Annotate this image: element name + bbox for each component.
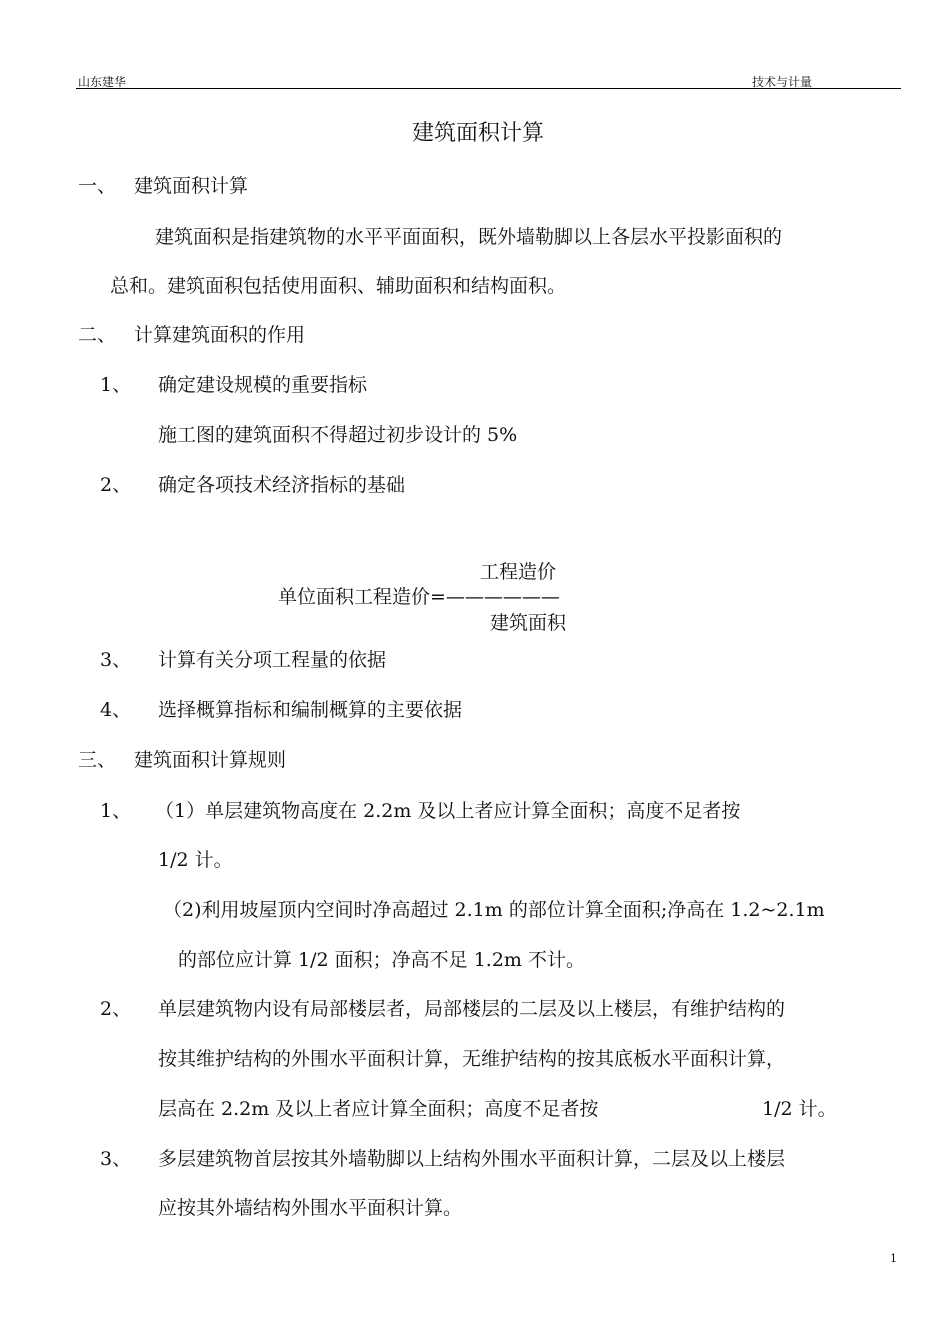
section3-heading: 建筑面积计算规则 [134, 749, 287, 771]
section2-item1-note: 施工图的建筑面积不得超过初步设计的 5% [158, 424, 518, 446]
rule3-line2: 应按其外墙结构外围水平面积计算。 [158, 1197, 463, 1219]
rule1-line2: 1/2 计。 [158, 849, 233, 871]
rule1-line3: （2)利用坡屋顶内空间时净高超过 2.1m 的部位计算全面积;净高在 1.2~2.1m [163, 899, 825, 921]
formula-lhs: 单位面积工程造价=—————— [278, 586, 560, 608]
section2-item4-text: 选择概算指标和编制概算的主要依据 [158, 699, 463, 721]
rule2-line3a: 层高在 2.2m 及以上者应计算全面积；高度不足者按 [158, 1098, 599, 1120]
rule1-line4: 的部位应计算 1/2 面积；净高不足 1.2m 不计。 [178, 949, 585, 971]
page-number: 1 [890, 1252, 897, 1265]
header-right: 技术与计量 [752, 75, 813, 89]
rule3-line1: 多层建筑物首层按其外墙勒脚以上结构外围水平面积计算，二层及以上楼层 [158, 1148, 786, 1170]
rule2-line2: 按其维护结构的外围水平面积计算，无维护结构的按其底板水平面积计算， [158, 1048, 786, 1070]
section2-number: 二、 [78, 324, 117, 346]
section1-paragraph-line2: 总和。建筑面积包括使用面积、辅助面积和结构面积。 [110, 275, 567, 297]
section2-item2-number: 2、 [100, 474, 132, 496]
section2-item2-text: 确定各项技术经济指标的基础 [158, 474, 406, 496]
page-title: 建筑面积计算 [412, 121, 545, 146]
section1-paragraph-line1: 建筑面积是指建筑物的水平平面面积，既外墙勒脚以上各层水平投影面积的 [155, 226, 783, 248]
rule2-number: 2、 [100, 998, 132, 1020]
rule3-number: 3、 [100, 1148, 132, 1170]
rule2-line1: 单层建筑物内设有局部楼层者，局部楼层的二层及以上楼层，有维护结构的 [158, 998, 786, 1020]
section2-item1-number: 1、 [100, 374, 132, 396]
header-rule [76, 88, 901, 89]
formula-numerator: 工程造价 [480, 561, 557, 583]
section1-number: 一、 [78, 175, 117, 197]
formula-denominator: 建筑面积 [490, 612, 567, 634]
section1-heading: 建筑面积计算 [134, 175, 249, 197]
header-left: 山东建华 [78, 75, 127, 89]
section2-heading: 计算建筑面积的作用 [134, 324, 306, 346]
section2-item3-number: 3、 [100, 649, 132, 671]
section2-item4-number: 4、 [100, 699, 132, 721]
rule2-line3b: 1/2 计。 [762, 1098, 837, 1120]
rule1-number: 1、 [100, 800, 132, 822]
rule1-line1: （1）单层建筑物高度在 2.2m 及以上者应计算全面积；高度不足者按 [155, 800, 741, 822]
section3-number: 三、 [78, 749, 117, 771]
section2-item1-text: 确定建设规模的重要指标 [158, 374, 368, 396]
section2-item3-text: 计算有关分项工程量的依据 [158, 649, 387, 671]
